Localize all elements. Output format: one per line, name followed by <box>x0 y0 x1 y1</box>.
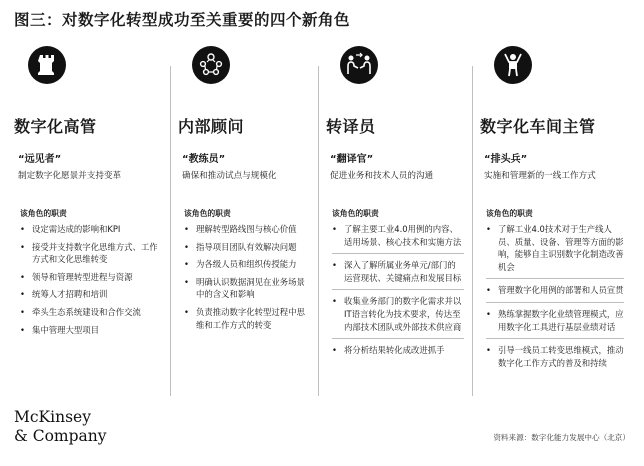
role-nickname: “远见者” <box>18 154 62 165</box>
role-title: 数字化高管 <box>14 117 97 136</box>
bullet: • <box>332 345 337 356</box>
list-item: • 了解主要工业4.0用例的内容、适用场景、核心技术和实施方法 <box>332 224 462 247</box>
list-item: • 统筹人才招聘和培训 <box>20 289 108 300</box>
role-nickname: “排头兵” <box>484 154 528 165</box>
bullet: • <box>184 306 189 317</box>
bullet: • <box>20 289 25 300</box>
bullet: • <box>332 296 337 307</box>
list-item: • 负责推动数字化转型过程中思维和工作方式的转变 <box>184 306 305 330</box>
cheering-person-icon <box>494 46 532 84</box>
bullet: • <box>486 308 491 319</box>
responsibility-heading: 该角色的职责 <box>332 209 379 218</box>
list-item: • 引导一线员工转变思维模式，推动数字化工作方式的普及和持续 <box>486 338 624 369</box>
bullet: • <box>184 241 189 252</box>
bullet: • <box>486 345 491 356</box>
list-item: • 接受并支持数字化思维方式、工作方式和文化思维转变 <box>20 241 158 265</box>
list-item: • 牵头生态系统建设和合作交流 <box>20 306 141 317</box>
list-item: • 深入了解所属业务单元/部门的运营现状、关键痛点和发展目标 <box>332 253 464 284</box>
bullet: • <box>332 224 337 234</box>
list-item: • 熟练掌握数字化业绩管理模式，应用数字化工具进行基层业绩对话 <box>486 302 624 333</box>
mckinsey-logo <box>14 408 107 446</box>
column-divider <box>472 66 473 396</box>
role-title: 内部顾问 <box>178 117 245 136</box>
responsibility-list <box>20 223 164 341</box>
logo-line: McKinsey <box>14 408 91 426</box>
role-nickname: “教练员” <box>182 154 226 165</box>
list-item: • 领导和管理转型进程与资源 <box>20 271 133 282</box>
list-item: • 为各级人员和组织传授能力 <box>184 259 297 270</box>
team-network-icon <box>192 46 230 84</box>
bullet: • <box>486 224 491 234</box>
figure-title: 图三：对数字化转型成功至关重要的四个新角色 <box>14 11 351 29</box>
list-item: • 理解转型路线图与核心价值 <box>184 224 297 234</box>
list-item: • 将分析结果转化成改进抓手 <box>332 338 464 357</box>
chess-rook-icon <box>28 46 66 84</box>
responsibility-heading: 该角色的职责 <box>20 209 67 218</box>
responsibility-list <box>332 223 464 362</box>
list-item: • 管理数字化用例的部署和人员宣贯 <box>486 278 624 297</box>
handshake-translate-icon <box>340 46 378 84</box>
bullet: • <box>184 224 189 234</box>
bullet: • <box>20 224 25 234</box>
bullet: • <box>20 271 25 282</box>
role-nickname: “翻译官” <box>330 154 374 165</box>
role-description: 促进业务和技术人员的沟通 <box>330 171 434 181</box>
bullet: • <box>20 324 25 335</box>
list-item: • 集中管理大型项目 <box>20 324 99 335</box>
bullet: • <box>486 285 491 296</box>
list-item: • 指导项目团队有效解决问题 <box>184 241 297 252</box>
list-item: • 明确认识数据洞见在业务场景中的含义和影响 <box>184 276 305 300</box>
source-note: 资料来源：数字化能力发展中心（北京） <box>493 433 630 442</box>
column-divider <box>318 66 319 396</box>
bullet: • <box>20 241 25 252</box>
bullet: • <box>184 259 189 270</box>
responsibility-list <box>486 223 624 374</box>
responsibility-heading: 该角色的职责 <box>184 209 231 218</box>
list-item: • 设定需达成的影响和KPI <box>20 224 121 234</box>
column-divider <box>170 66 171 396</box>
role-description: 实施和管理新的一线工作方式 <box>484 171 596 181</box>
list-item: • 收集业务部门的数字化需求并以IT语言转化为技术要求，传达至内部技术团队或外部技术供应商 <box>332 289 464 333</box>
responsibility-heading: 该角色的职责 <box>486 209 533 218</box>
bullet: • <box>20 306 25 317</box>
role-title: 转译员 <box>326 117 376 136</box>
responsibility-list <box>184 223 310 336</box>
role-description: 制定数字化愿景并支持变革 <box>18 171 122 181</box>
role-description: 确保和推动试点与规模化 <box>182 171 277 181</box>
bullet: • <box>332 260 337 271</box>
role-title: 数字化车间主管 <box>480 117 596 136</box>
list-item: • 了解工业4.0技术对于生产线人员、质量、设备、管理等方面的影响，能够自主识别数字化制造改善机会 <box>486 224 624 272</box>
bullet: • <box>184 276 189 287</box>
logo-line: & Company <box>14 427 107 445</box>
